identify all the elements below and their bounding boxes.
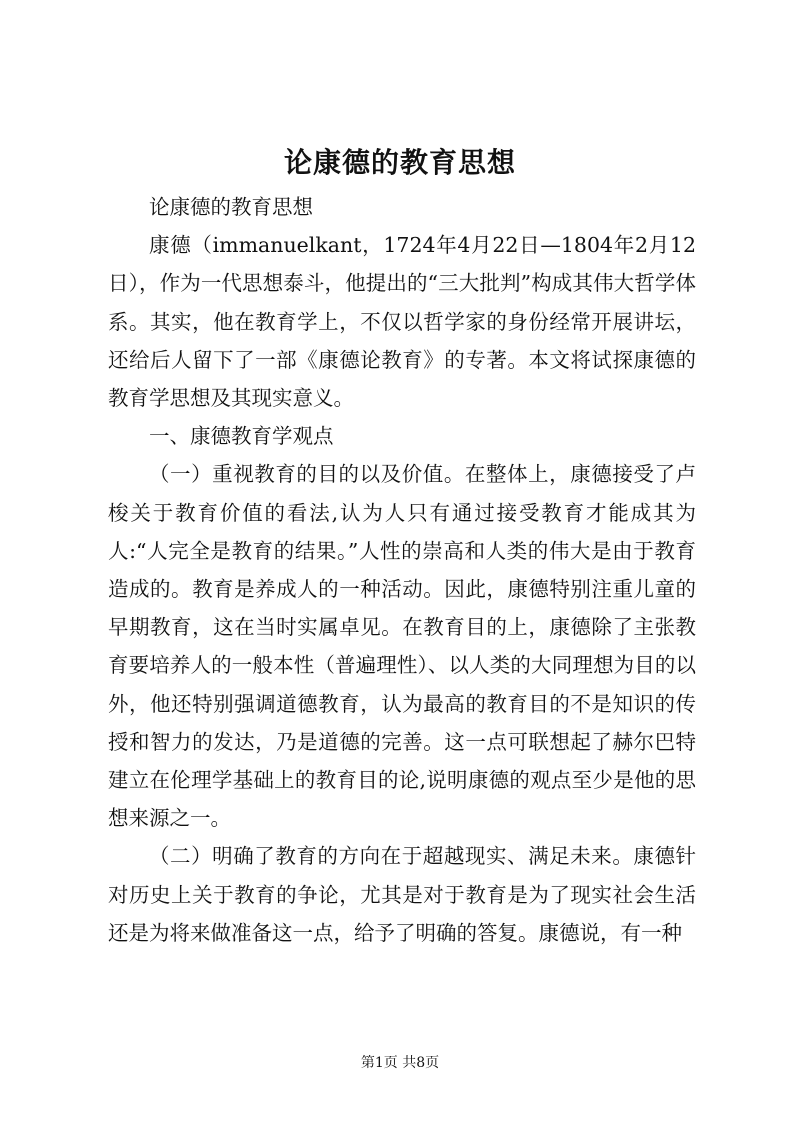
paragraph-intro: 康德（immanuelkant，1724年4月22日—1804年2月12日），作为一代思想泰斗，他提出的“三大批判”构成其伟大哲学体系。其实，他在教育学上，不仅以哲学家的身份经常开展讲坛，还给后人留下了一部《康德论教育》的专著。本文将试探康德的教育学思想及其现实意义。 bbox=[108, 233, 696, 411]
section-heading-1: 一、康德教育学观点 bbox=[149, 424, 334, 449]
document-body bbox=[108, 188, 696, 952]
document-title: 论康德的教育思想 bbox=[283, 146, 516, 179]
paragraph-point-2: （二）明确了教育的方向在于超越现实、满足未来。康德针对历史上关于教育的争论，尤其是对于教育是为了现实社会生活还是为将来做准备这一点，给予了明确的答复。康德说，有一种 bbox=[108, 844, 696, 945]
page-footer: 第1页 共8页 bbox=[360, 1055, 440, 1071]
paragraph-subtitle: 论康德的教育思想 bbox=[149, 195, 313, 219]
paragraph-point-1: （一）重视教育的目的以及价值。在整体上，康德接受了卢梭关于教育价值的看法,认为人只有通过接受教育才能成其为人:“人完全是教育的结果。”人性的崇高和人类的伟大是由于教育造成的。教育是养成人的一种活动。因此，康德特别注重儿童的早期教育，这在当时实属卓见。在教育目的上，康德除了主张教育要培养人的一般本性（普遍理性）、以人类的大同理想为目的以外，他还特别强调道德教育，认为最高的教育目的不是知识的传授和智力的发达，乃是道德的完善。这一点可联想起了赫尔巴特建立在伦理学基础上的教育目的论,说明康德的观点至少是他的思想来源之一。 bbox=[108, 462, 696, 831]
